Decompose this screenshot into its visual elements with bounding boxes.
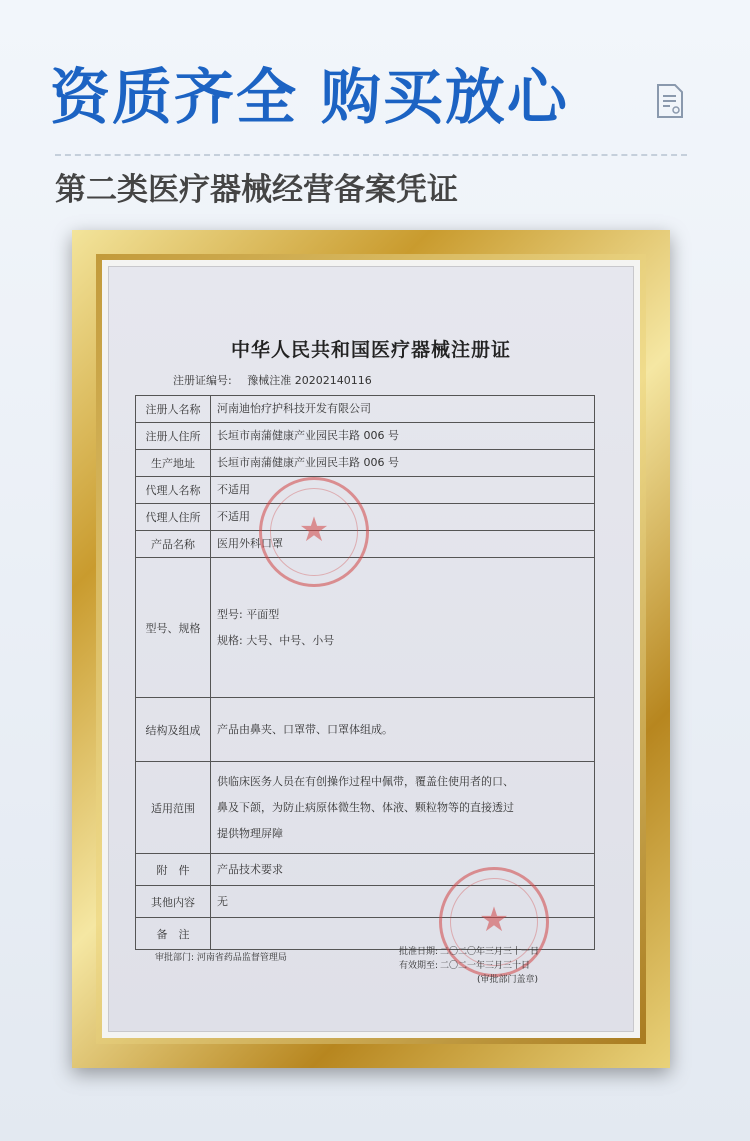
certificate-document	[108, 266, 634, 1032]
registration-number-label: 注册证编号:	[173, 374, 232, 387]
frame-inner-border	[96, 254, 646, 1044]
table-row	[136, 396, 595, 423]
certificate-table	[135, 395, 595, 950]
approval-dates	[399, 945, 539, 987]
row-label: 备 注	[136, 918, 211, 950]
row-label: 代理人住所	[136, 504, 211, 531]
table-row	[136, 423, 595, 450]
row-value: 无	[211, 886, 595, 918]
gold-picture-frame	[72, 230, 670, 1068]
table-row	[136, 450, 595, 477]
row-value: 不适用	[211, 477, 595, 504]
frame-mat	[102, 260, 640, 1038]
approval-seal-stamp: ★	[439, 867, 549, 977]
row-label: 注册人住所	[136, 423, 211, 450]
approval-department: 审批部门: 河南省药品监督管理局	[155, 953, 287, 963]
registration-number-value: 豫械注准 20202140116	[247, 374, 372, 387]
table-row	[136, 558, 595, 698]
approval-date: 批准日期: 二〇二〇年三月三十一日	[399, 947, 540, 957]
row-label: 型号、规格	[136, 558, 211, 698]
row-value: 长垣市南蒲健康产业园民丰路 006 号	[211, 450, 595, 477]
certificate-title: 中华人民共和国医疗器械注册证	[230, 339, 511, 361]
row-value: 不适用	[211, 504, 595, 531]
row-label: 产品名称	[136, 531, 211, 558]
row-label: 附 件	[136, 854, 211, 886]
row-label: 结构及组成	[136, 698, 211, 762]
row-label: 适用范围	[136, 762, 211, 854]
row-label: 其他内容	[136, 886, 211, 918]
table-row	[136, 477, 595, 504]
dotted-divider	[55, 154, 687, 156]
row-value: 长垣市南蒲健康产业园民丰路 006 号	[211, 423, 595, 450]
row-value: 产品技术要求	[211, 854, 595, 886]
headline: 资质齐全 购买放心	[50, 63, 569, 133]
document-icon	[656, 84, 684, 118]
valid-until: 有效期至: 二〇二一年三月三十日	[399, 961, 531, 971]
row-label: 生产地址	[136, 450, 211, 477]
registration-number	[173, 372, 372, 388]
row-label: 代理人名称	[136, 477, 211, 504]
seal-note: (审批部门盖章)	[477, 975, 539, 985]
row-value: 医用外科口罩	[211, 531, 595, 558]
row-value: 产品由鼻夹、口罩带、口罩体组成。	[211, 698, 595, 762]
row-value: 供临床医务人员在有创操作过程中佩带，覆盖住使用者的口、 鼻及下颌，为防止病原体微生物、体液、颗粒物等的直接透过 提供物理屏障	[211, 762, 595, 854]
official-seal-stamp: ★	[259, 477, 369, 587]
row-label: 注册人名称	[136, 396, 211, 423]
table-row	[136, 698, 595, 762]
row-value: 河南迪怡疗护科技开发有限公司	[211, 396, 595, 423]
table-row	[136, 762, 595, 854]
subheading: 第二类医疗器械经营备案凭证	[55, 172, 458, 208]
row-value: 型号: 平面型 规格: 大号、中号、小号	[211, 558, 595, 698]
